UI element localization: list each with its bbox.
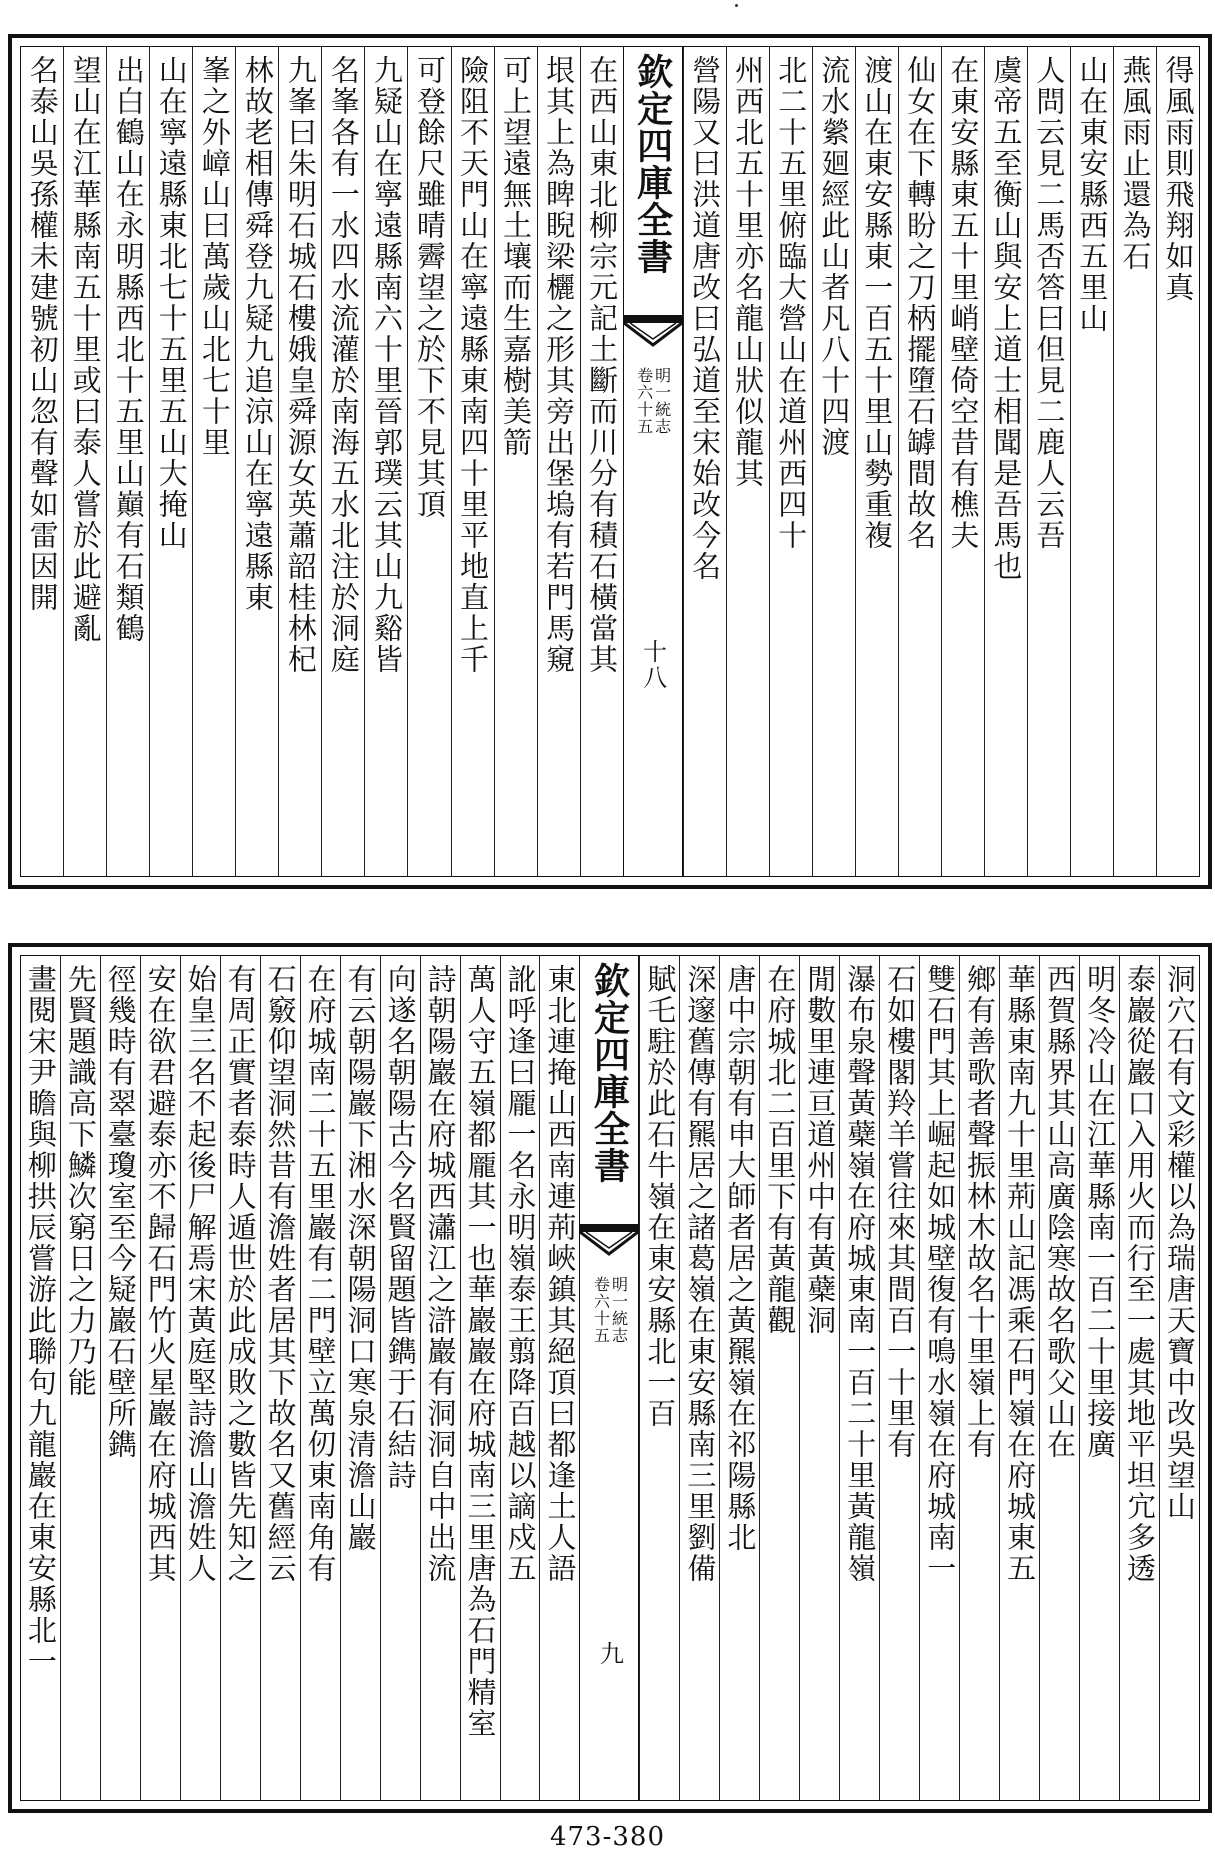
column-text: 得風雨則飛翔如真	[1161, 55, 1196, 303]
text-column	[407, 47, 450, 876]
text-column	[220, 956, 260, 1800]
fishtail-mark-icon	[580, 1224, 638, 1258]
column-text: 在府城北二百里下有黃龍觀	[763, 964, 798, 1336]
text-column	[537, 47, 580, 876]
text-column	[719, 956, 759, 1800]
top-page	[8, 34, 1212, 889]
volume-number: 卷六十五	[591, 1276, 611, 1344]
text-column	[941, 47, 984, 876]
volume-label	[580, 1276, 638, 1344]
text-column	[1156, 47, 1199, 876]
column-text: 仙女在下轉盼之刀柄擺墮石罅間故名	[903, 55, 938, 551]
column-text: 出白鶴山在永明縣西北十五里山巔有石類鶴	[111, 55, 146, 644]
column-text: 山在東安縣西五里山	[1075, 55, 1110, 334]
text-column	[1039, 956, 1079, 1800]
center-fold	[623, 47, 683, 876]
text-column	[539, 956, 579, 1800]
column-text: 始皇三名不起後尸解焉宋黃庭堅詩澹山澹姓人	[183, 964, 218, 1584]
text-column	[340, 956, 380, 1800]
text-column	[999, 956, 1039, 1800]
volume-title: 明一統志	[652, 367, 672, 435]
column-text: 北二十五里俯臨大營山在道州西四十	[774, 55, 809, 551]
column-text: 洞穴石有文彩權以為瑞唐天寶中改吳望山	[1163, 964, 1198, 1522]
column-text: 徑幾時有翠臺瓊室至今疑巖石壁所鐫	[103, 964, 138, 1460]
column-text: 渡山在東安縣東一百五十里山勢重複	[860, 55, 895, 551]
text-column	[192, 47, 235, 876]
text-column	[1113, 47, 1156, 876]
book-title: 欽定四庫全書	[588, 962, 631, 1184]
column-text: 閒數里連亘道州中有黃蘗洞	[803, 964, 838, 1336]
column-text: 險阻不天門山在寧遠縣東南四十里平地直上千	[456, 55, 491, 675]
text-column	[451, 47, 494, 876]
fishtail-mark-icon	[624, 315, 682, 349]
text-column	[278, 47, 321, 876]
text-column	[149, 47, 192, 876]
column-text: 先賢題識高下鱗次窮日之力乃能	[63, 964, 98, 1398]
column-text: 明冬冷山在江華縣南一百二十里接廣	[1083, 964, 1118, 1460]
column-text: 燕風雨止還為石	[1118, 55, 1153, 272]
text-column	[580, 47, 623, 876]
column-text: 山在寧遠縣東北七十五里五山大掩山	[154, 55, 189, 551]
text-column	[21, 956, 60, 1800]
text-column	[769, 47, 812, 876]
text-column	[855, 47, 898, 876]
text-column	[494, 47, 537, 876]
volume-title: 明一統志	[609, 1276, 629, 1344]
text-column	[898, 47, 941, 876]
text-column	[364, 47, 407, 876]
bottom-page-frame	[20, 955, 1200, 1801]
column-text: 有云朝陽巖下湘水深朝陽洞口寒泉清澹山巖	[343, 964, 378, 1553]
text-column	[639, 956, 679, 1800]
column-text: 安在欲君避泰亦不歸石門竹火星巖在府城西其	[143, 964, 178, 1584]
text-column	[100, 956, 140, 1800]
text-column	[839, 956, 879, 1800]
column-text: 峯之外嶂山曰萬歲山北七十里	[197, 55, 232, 458]
text-column	[1119, 956, 1159, 1800]
text-column	[683, 47, 726, 876]
text-column	[759, 956, 799, 1800]
text-column	[1079, 956, 1119, 1800]
text-column	[235, 47, 278, 876]
text-column	[879, 956, 919, 1800]
text-column	[500, 956, 540, 1800]
text-column	[1070, 47, 1113, 876]
column-text: 訛呼逢曰龎一名永明嶺泰王翦降百越以謫戍五	[503, 964, 538, 1584]
page-footer-number: 473-380	[549, 1822, 666, 1852]
text-column	[460, 956, 500, 1800]
column-text: 在東安縣東五十里峭壁倚空昔有樵夫	[946, 55, 981, 551]
column-text: 垠其上為睥睨梁欐之形其旁出堡塢有若門馬窺	[542, 55, 577, 675]
center-fold	[579, 956, 639, 1800]
column-text: 泰巖從巖口入用火而行至一處其地平坦宂多透	[1123, 964, 1158, 1584]
column-text: 萬人守五嶺都龎其一也華巖巖在府城南三里唐為石門精室	[463, 964, 498, 1739]
column-text: 州西北五十里亦名龍山狀似龍其	[731, 55, 766, 489]
text-column	[63, 47, 106, 876]
bottom-page-columns	[21, 956, 1199, 1800]
column-text: 營陽又曰洪道唐改曰弘道至宋始改今名	[688, 55, 723, 582]
text-column	[321, 47, 364, 876]
column-text: 林故老相傳舜登九疑九追涼山在寧遠縣東	[240, 55, 275, 613]
text-column	[799, 956, 839, 1800]
page-number: 十八	[638, 639, 667, 691]
column-text: 石如樓閣羚羊嘗往來其間百一十里有	[883, 964, 918, 1460]
text-column	[1027, 47, 1070, 876]
text-column	[140, 956, 180, 1800]
column-text: 鄉有善歌者聲振林木故名十里嶺上有	[963, 964, 998, 1460]
text-column	[919, 956, 959, 1800]
column-text: 可登餘尺雖晴霽望之於下不見其頂	[412, 55, 447, 520]
text-column	[106, 47, 149, 876]
volume-label	[624, 367, 682, 435]
text-column	[984, 47, 1027, 876]
column-text: 人問云見二馬否答曰但見二鹿人云吾	[1032, 55, 1067, 551]
column-text: 唐中宗朝有申大師者居之黃羆嶺在祁陽縣北	[723, 964, 758, 1553]
column-text: 雙石門其上崛起如城壁復有鳴水嶺在府城南一	[923, 964, 958, 1584]
text-column	[420, 956, 460, 1800]
top-page-columns	[21, 47, 1199, 876]
column-text: 可上望遠無土壤而生嘉樹美箭	[499, 55, 534, 458]
column-text: 九峯曰朱明石城石樓娥皇舜源女英蕭韶桂林杞	[283, 55, 318, 675]
column-text: 流水縈廻經此山者凡八十四渡	[817, 55, 852, 458]
text-column	[60, 956, 100, 1800]
text-column	[380, 956, 420, 1800]
text-column	[1159, 956, 1199, 1800]
book-title: 欽定四庫全書	[631, 53, 674, 275]
column-text: 九疑山在寧遠縣南六十里晉郭璞云其山九谿皆	[369, 55, 404, 675]
column-text: 詩朝陽巖在府城西瀟江之滸巖有洞洞自中出流	[423, 964, 458, 1584]
speck	[735, 4, 738, 7]
text-column	[959, 956, 999, 1800]
column-text: 東北連掩山西南連荊峽鎮其絕頂曰都逢土人語	[543, 964, 578, 1584]
column-text: 賦乇駐於此石牛嶺在東安縣北一百	[643, 964, 678, 1429]
column-text: 瀑布泉聲黃蘗嶺在府城東南一百二十里黃龍嶺	[843, 964, 878, 1584]
page-number: 九	[595, 1641, 624, 1667]
text-column	[679, 956, 719, 1800]
text-column	[812, 47, 855, 876]
column-text: 向遂名朝陽古今名賢留題皆鐫于石結詩	[383, 964, 418, 1491]
column-text: 深邃舊傳有羆居之諸葛嶺在東安縣南三里劉備	[683, 964, 718, 1584]
column-text: 虞帝五至衡山與安上道士相聞是吾馬也	[989, 55, 1024, 582]
column-text: 石竅仰望洞然昔有澹姓者居其下故名又舊經云	[263, 964, 298, 1584]
column-text: 名峯各有一水四水流灌於南海五水北注於洞庭	[326, 55, 361, 675]
bottom-page	[8, 943, 1212, 1813]
top-page-frame	[20, 46, 1200, 877]
text-column	[726, 47, 769, 876]
column-text: 在西山東北柳宗元記土斷而川分有積石橫當其	[585, 55, 620, 675]
text-column	[180, 956, 220, 1800]
column-text: 名泰山吳孫權未建號初山忽有聲如雷因開	[25, 55, 60, 613]
column-text: 在府城南二十五里巖有二門壁立萬仞東南角有	[303, 964, 338, 1584]
column-text: 畫閱宋尹瞻與柳拱辰嘗游此聯句九龍巖在東安縣北一	[23, 964, 58, 1677]
text-column	[21, 47, 63, 876]
text-column	[300, 956, 340, 1800]
column-text: 望山在江華縣南五十里或曰泰人嘗於此避亂	[68, 55, 103, 644]
volume-number: 卷六十五	[634, 367, 654, 435]
column-text: 西賀縣界其山高廣陰寒故名歌父山在	[1043, 964, 1078, 1460]
text-column	[260, 956, 300, 1800]
column-text: 華縣東南九十里荊山記馮乘石門嶺在府城東五	[1003, 964, 1038, 1584]
column-text: 有周正實者泰時人遁世於此成敗之數皆先知之	[223, 964, 258, 1584]
